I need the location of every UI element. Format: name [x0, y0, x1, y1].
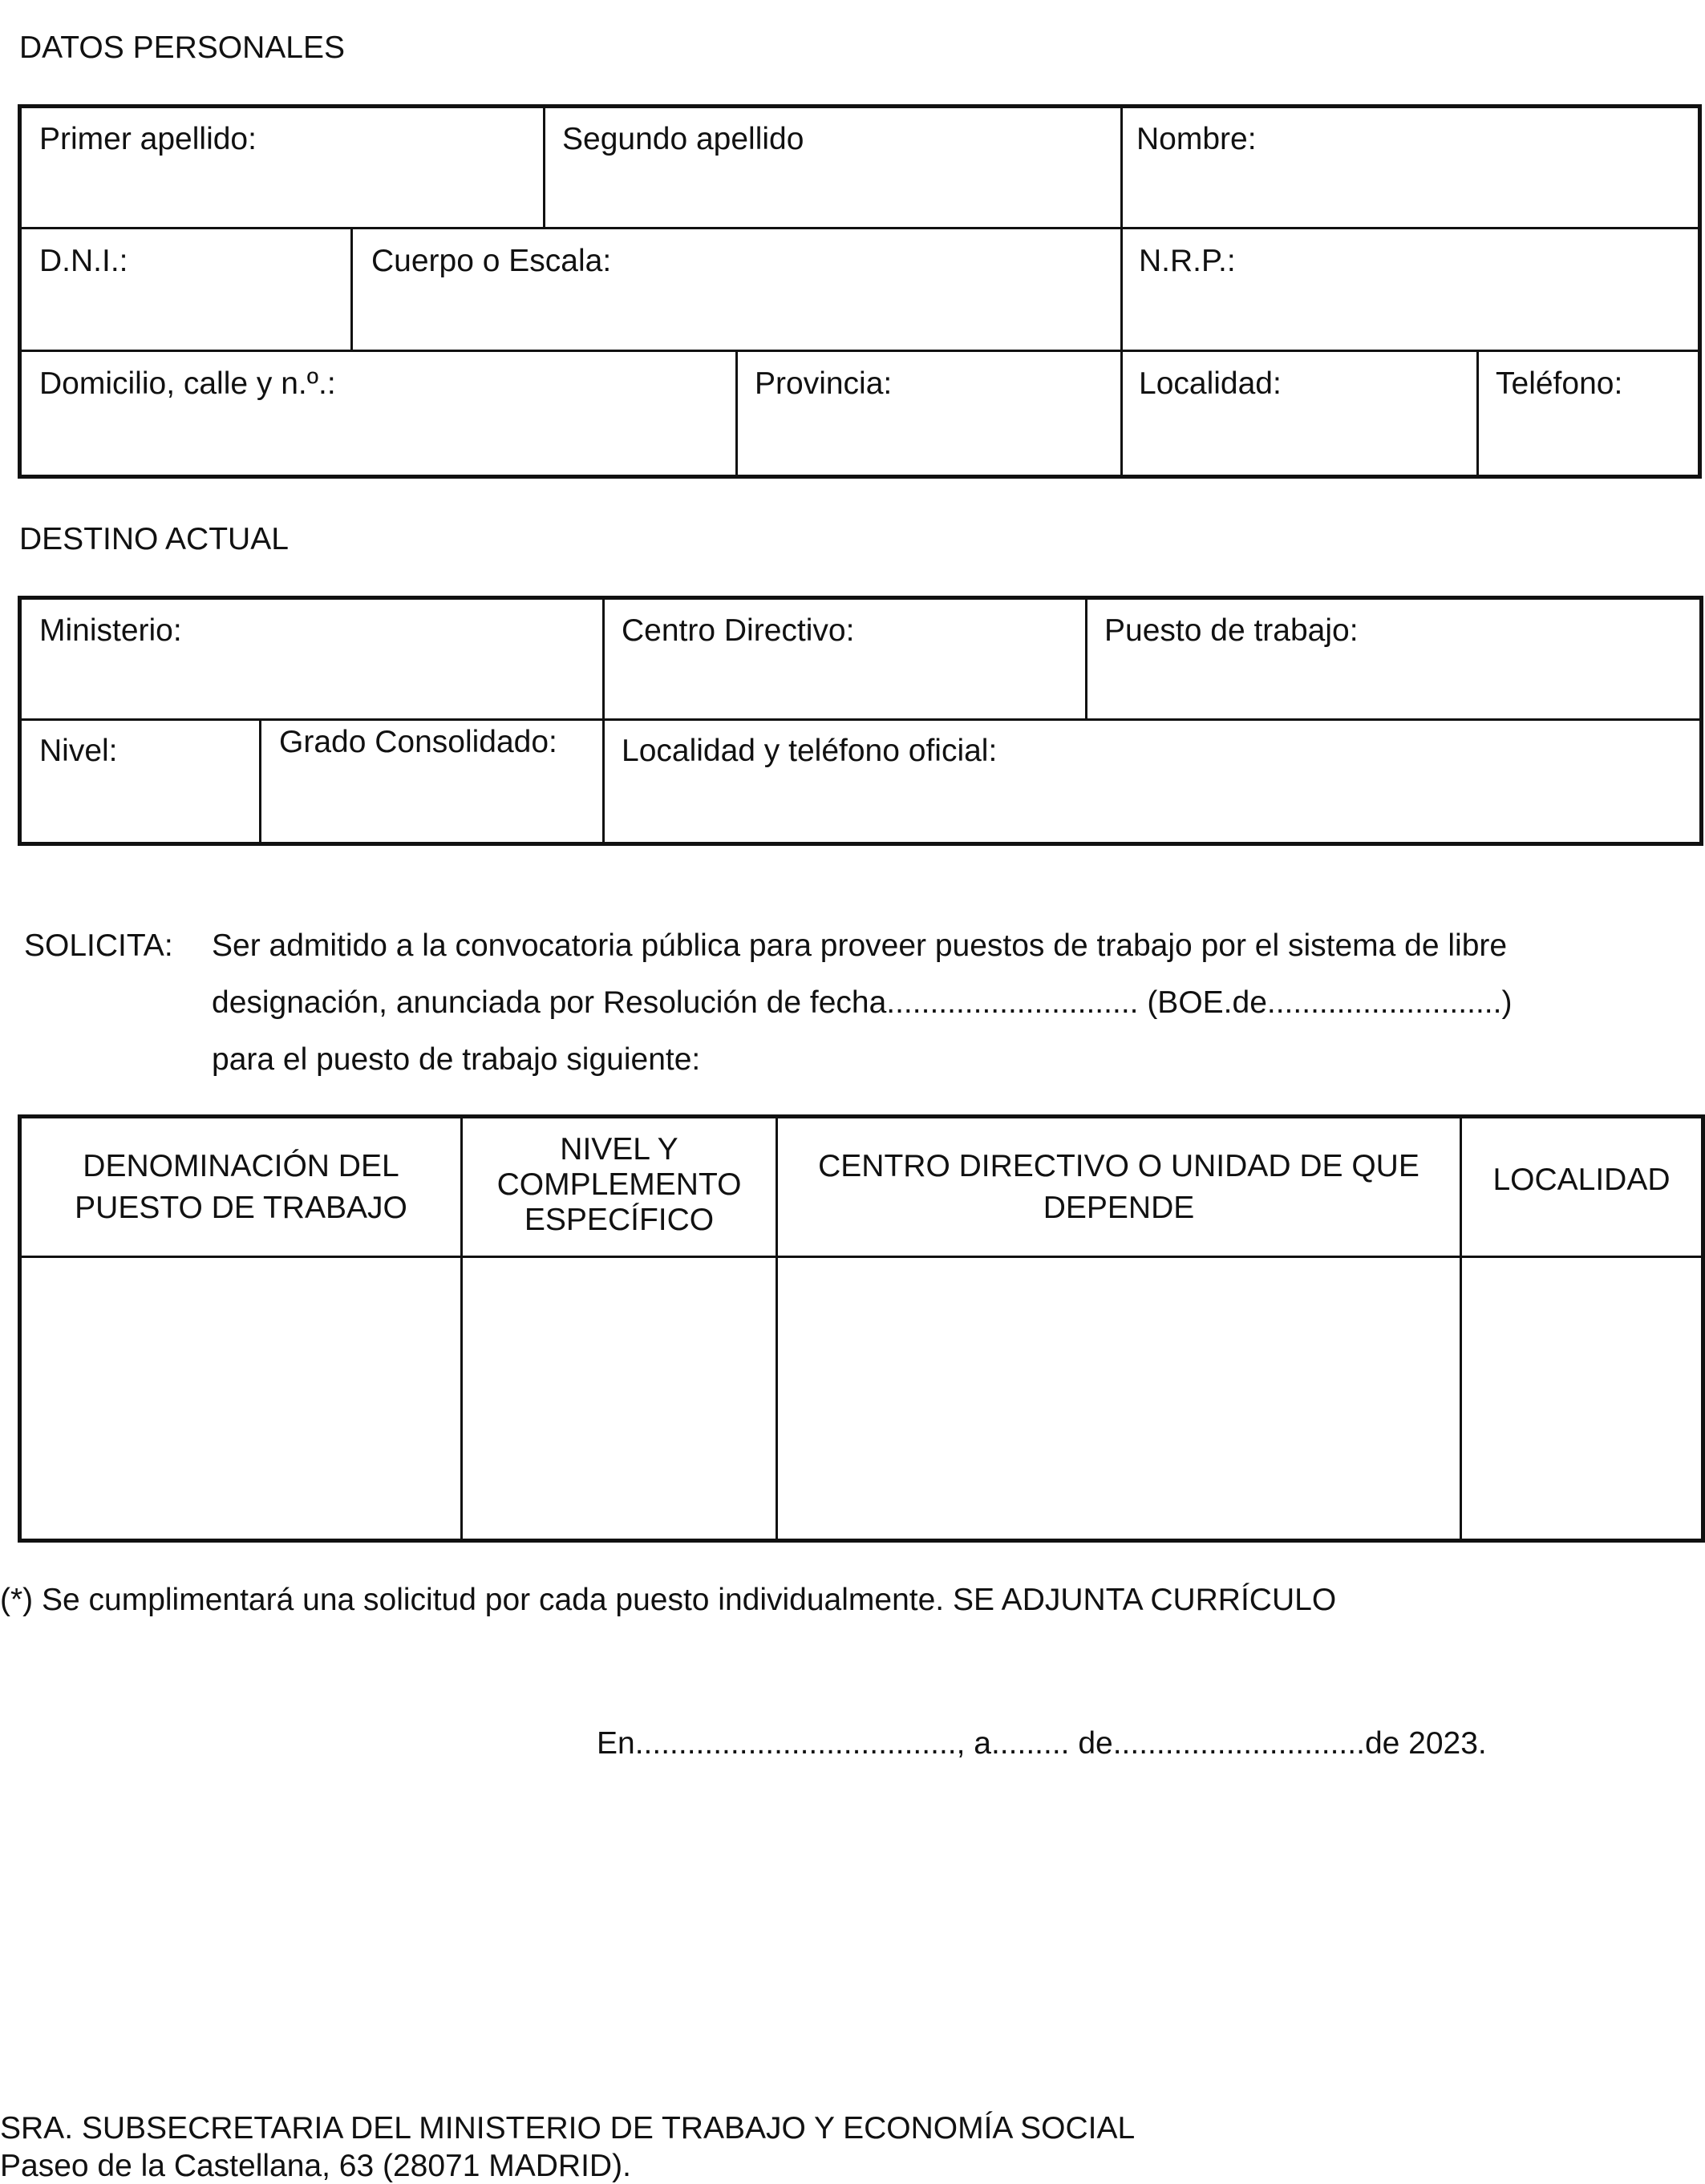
ministerio-field[interactable]: Ministerio:: [39, 613, 182, 648]
puesto-trabajo-field[interactable]: Puesto de trabajo:: [1104, 613, 1359, 648]
provincia-field[interactable]: Provincia:: [755, 366, 893, 401]
header-denominacion-line-2: PUESTO DE TRABAJO: [75, 1190, 407, 1225]
dni-field[interactable]: D.N.I.:: [39, 244, 128, 278]
telefono-field[interactable]: Teléfono:: [1496, 366, 1623, 401]
footnote: (*) Se cumplimentará una solicitud por cada puesto individualmente. SE ADJUNTA CURRÍCULO: [0, 1583, 1337, 1617]
cell-divider: [735, 350, 738, 477]
header-nivel: [463, 1114, 776, 1256]
header-centro-line-1: CENTRO DIRECTIVO O UNIDAD DE QUE: [818, 1148, 1419, 1183]
header-nivel-line-3: ESPECÍFICO: [524, 1203, 715, 1237]
row-divider: [19, 227, 1700, 229]
section-title-destino: DESTINO ACTUAL: [19, 522, 289, 556]
recipient-line-1: SRA. SUBSECRETARIA DEL MINISTERIO DE TRABAJO Y ECONOMÍA SOCIAL: [0, 2111, 1136, 2146]
destino-table-border: [18, 596, 1703, 846]
centro-directivo-field[interactable]: Centro Directivo:: [622, 613, 855, 648]
grado-consolidado-field[interactable]: Grado Consolidado:: [279, 725, 557, 759]
header-nivel-line-1: NIVEL Y: [560, 1132, 678, 1167]
header-localidad: [1462, 1118, 1701, 1241]
cell-divider: [1476, 350, 1479, 477]
denominacion-input-cell[interactable]: [22, 1258, 460, 1539]
cuerpo-escala-field[interactable]: Cuerpo o Escala:: [371, 244, 612, 278]
nombre-field[interactable]: Nombre:: [1136, 122, 1257, 156]
cell-divider: [1085, 597, 1087, 719]
localidad-input-cell[interactable]: [1462, 1258, 1701, 1539]
domicilio-field[interactable]: Domicilio, calle y n.º.:: [39, 366, 336, 401]
header-centro-line-2: DEPENDE: [1043, 1190, 1195, 1225]
row-divider: [19, 350, 1700, 352]
localidad-telefono-field[interactable]: Localidad y teléfono oficial:: [622, 734, 998, 768]
header-denominacion-line-1: DENOMINACIÓN DEL: [83, 1148, 399, 1183]
solicita-text-line-3: para el puesto de trabajo siguiente:: [212, 1042, 701, 1077]
cell-divider: [1120, 106, 1123, 477]
localidad-field[interactable]: Localidad:: [1139, 366, 1282, 401]
cell-divider: [350, 228, 353, 350]
nivel-input-cell[interactable]: [463, 1258, 776, 1539]
personal-table-border: [18, 104, 1702, 479]
nrp-field[interactable]: N.R.P.:: [1139, 244, 1236, 278]
nivel-field[interactable]: Nivel:: [39, 734, 118, 768]
segundo-apellido-field[interactable]: Segundo apellido: [562, 122, 804, 156]
date-line: En....................................., a......... de.............................de 2023.: [597, 1726, 1487, 1761]
cell-divider: [259, 719, 261, 844]
section-title-personal: DATOS PERSONALES: [19, 30, 346, 65]
primer-apellido-field[interactable]: Primer apellido:: [39, 122, 257, 156]
solicita-text-line-1: Ser admitido a la convocatoria pública para proveer puestos de trabajo por el sistema de libre: [212, 928, 1508, 963]
row-divider: [19, 718, 1702, 721]
centro-directivo-input-cell[interactable]: [778, 1258, 1460, 1539]
solicita-label: SOLICITA:: [24, 928, 173, 963]
header-localidad-line-1: LOCALIDAD: [1492, 1162, 1671, 1197]
header-centro-directivo: [778, 1118, 1460, 1256]
recipient-line-2: Paseo de la Castellana, 63 (28071 MADRID).: [0, 2149, 631, 2183]
cell-divider: [602, 597, 605, 844]
header-denominacion: [22, 1118, 460, 1256]
solicita-text-line-2: designación, anunciada por Resolución de fecha............................. (BOE.de...........................): [212, 985, 1513, 1020]
cell-divider: [543, 106, 545, 228]
header-nivel-line-2: COMPLEMENTO: [496, 1167, 742, 1202]
